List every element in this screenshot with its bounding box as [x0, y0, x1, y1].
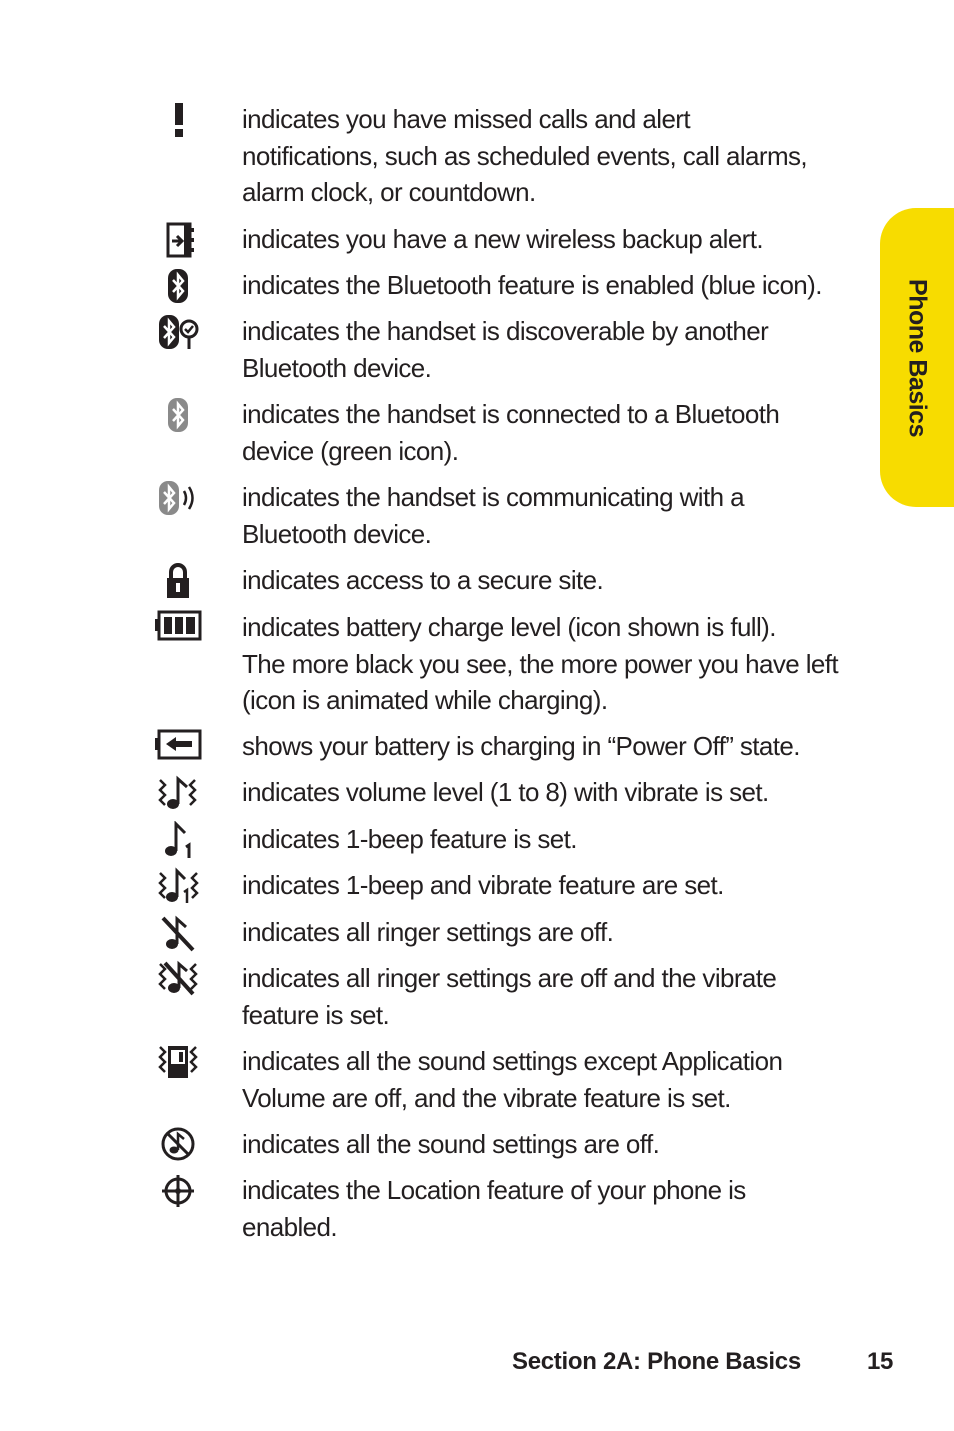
page-number: 15	[867, 1348, 894, 1375]
icon-description: indicates battery charge level (icon shown is full). The more black you see, the more power you have left (icon is animated while charging).	[242, 612, 839, 715]
icon-description: indicates volume level (1 to 8) with vibrate is set.	[242, 777, 769, 807]
battery-charging-power-off-icon	[153, 728, 203, 768]
all-sound-off-icon	[153, 1126, 203, 1166]
icon-description: indicates you have missed calls and alert notifications, such as scheduled events, call alarms, alarm clock, or countdown.	[242, 104, 808, 207]
footer-section-title: Section 2A: Phone Basics	[512, 1348, 801, 1375]
missed-alert-exclamation-icon	[153, 101, 203, 141]
icon-description: indicates the Location feature of your phone is enabled.	[242, 1175, 746, 1242]
icon-description: indicates the Bluetooth feature is enabled (blue icon).	[242, 270, 822, 300]
icon-description: indicates the handset is communicating with a Bluetooth device.	[242, 482, 744, 549]
icon-description: indicates all the sound settings are off.	[242, 1129, 660, 1159]
location-enabled-icon	[153, 1172, 203, 1212]
ringer-off-icon	[153, 914, 203, 954]
icon-description: indicates the handset is discoverable by another Bluetooth device.	[242, 316, 769, 383]
secure-site-lock-icon	[153, 562, 203, 602]
volume-with-vibrate-icon	[153, 774, 203, 814]
one-beep-icon	[153, 821, 203, 861]
icon-description: shows your battery is charging in “Power Off” state.	[242, 731, 800, 761]
icon-description: indicates the handset is connected to a Bluetooth device (green icon).	[242, 399, 780, 466]
icon-description: indicates access to a secure site.	[242, 565, 604, 595]
icon-description: indicates 1-beep and vibrate feature are set.	[242, 870, 724, 900]
icon-description: indicates 1-beep feature is set.	[242, 824, 577, 854]
icon-description: indicates all ringer settings are off and the vibrate feature is set.	[242, 963, 777, 1030]
icon-description: indicates all ringer settings are off.	[242, 917, 614, 947]
bluetooth-connected-icon	[153, 396, 203, 436]
bluetooth-discoverable-icon	[153, 313, 203, 353]
battery-full-icon	[153, 609, 203, 649]
sound-off-except-app-vibrate-icon	[153, 1043, 203, 1083]
icon-description: indicates you have a new wireless backup alert.	[242, 224, 763, 254]
wireless-backup-alert-icon	[153, 221, 203, 261]
side-tab-label: Phone Basics	[903, 278, 932, 437]
one-beep-vibrate-icon	[153, 867, 203, 907]
ringer-off-vibrate-icon	[153, 960, 203, 1000]
bluetooth-enabled-icon	[153, 267, 203, 307]
icon-description: indicates all the sound settings except Application Volume are off, and the vibrate feature is set.	[242, 1046, 783, 1113]
bluetooth-communicating-icon	[153, 479, 203, 519]
